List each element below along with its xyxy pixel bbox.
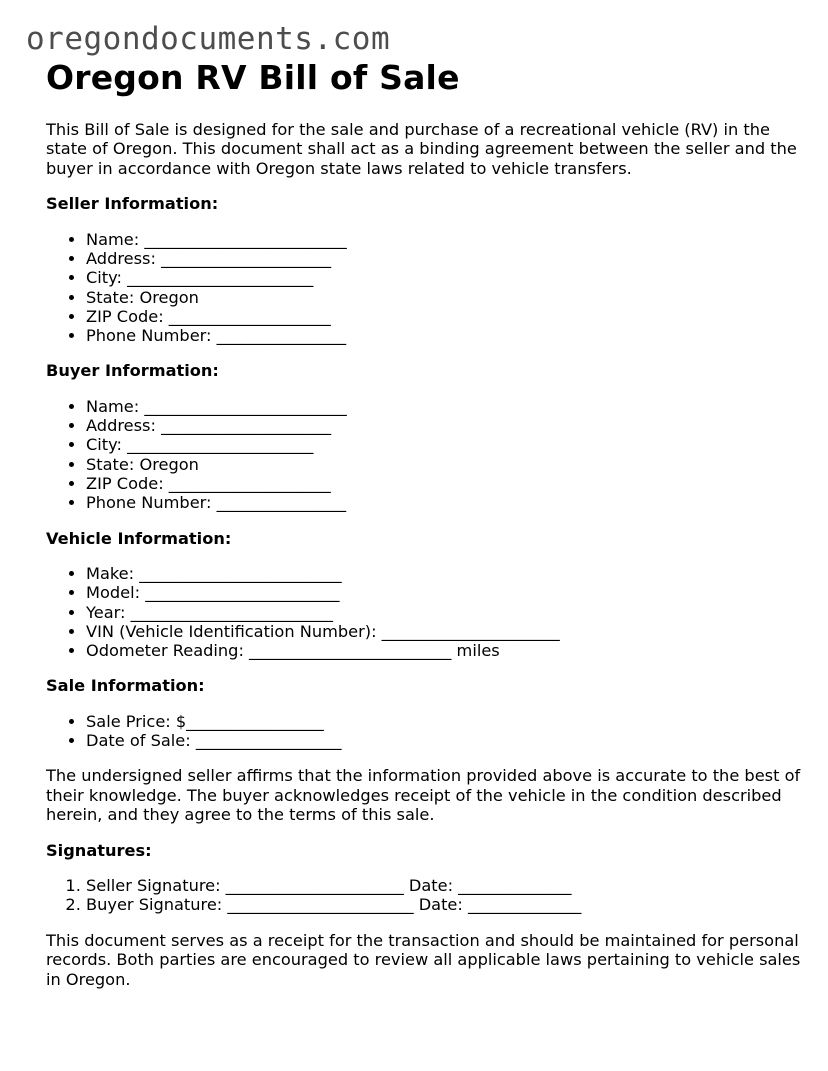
seller-state-field: • State: Oregon bbox=[86, 288, 806, 307]
affirmation-paragraph: The undersigned seller affirms that the information provided above is accurate to the best of their knowledge. The buyer acknowledges receipt of the vehicle in the condition described herein, and they agree to the terms of this sale. bbox=[46, 766, 801, 825]
vehicle-year-field: • Year: _________________________ bbox=[86, 603, 806, 622]
buyer-city-field: • City: _______________________ bbox=[86, 435, 806, 454]
seller-address-field: • Address: _____________________ bbox=[86, 249, 806, 268]
vehicle-vin-field: • VIN (Vehicle Identification Number): ______________________ bbox=[86, 622, 806, 641]
sale-price-field: • Sale Price: $_________________ bbox=[86, 712, 806, 731]
signatures-list bbox=[46, 876, 806, 915]
intro-paragraph: This Bill of Sale is designed for the sale and purchase of a recreational vehicle (RV) in the state of Oregon. This document shall act as a binding agreement between the seller and the buyer in accordance with Oregon state laws related to vehicle transfers. bbox=[46, 120, 797, 178]
vehicle-info-list bbox=[46, 564, 806, 660]
seller-signature-field: 1. Seller Signature: ______________________ Date: ______________ bbox=[86, 876, 806, 895]
seller-info-heading: Seller Information: bbox=[46, 194, 219, 214]
seller-info-list bbox=[46, 230, 806, 346]
vehicle-model-field: • Model: ________________________ bbox=[86, 583, 806, 602]
site-watermark: oregondocuments.com bbox=[26, 21, 391, 57]
sale-date-field: • Date of Sale: __________________ bbox=[86, 731, 806, 750]
seller-phone-field: • Phone Number: ________________ bbox=[86, 326, 806, 345]
buyer-info-heading: Buyer Information: bbox=[46, 361, 219, 381]
vehicle-odometer-field: • Odometer Reading: _________________________ miles bbox=[86, 641, 806, 660]
buyer-signature-field: 2. Buyer Signature: _______________________ Date: ______________ bbox=[86, 895, 806, 914]
seller-zip-field: • ZIP Code: ____________________ bbox=[86, 307, 806, 326]
buyer-info-list bbox=[46, 397, 806, 513]
buyer-address-field: • Address: _____________________ bbox=[86, 416, 806, 435]
vehicle-make-field: • Make: _________________________ bbox=[86, 564, 806, 583]
buyer-name-field: • Name: _________________________ bbox=[86, 397, 806, 416]
seller-city-field: • City: _______________________ bbox=[86, 268, 806, 287]
page-title: Oregon RV Bill of Sale bbox=[46, 58, 460, 97]
buyer-phone-field: • Phone Number: ________________ bbox=[86, 493, 806, 512]
document-body bbox=[46, 58, 806, 989]
seller-name-field: • Name: _________________________ bbox=[86, 230, 806, 249]
closing-paragraph: This document serves as a receipt for the transaction and should be maintained for personal records. Both parties are encouraged to review all applicable laws pertaining to vehicle sales in Oregon. bbox=[46, 930, 801, 989]
buyer-zip-field: • ZIP Code: ____________________ bbox=[86, 474, 806, 493]
sale-info-list bbox=[46, 712, 806, 751]
signatures-heading: Signatures: bbox=[46, 840, 152, 860]
buyer-state-field: • State: Oregon bbox=[86, 455, 806, 474]
vehicle-info-heading: Vehicle Information: bbox=[46, 528, 232, 548]
sale-info-heading: Sale Information: bbox=[46, 676, 205, 696]
